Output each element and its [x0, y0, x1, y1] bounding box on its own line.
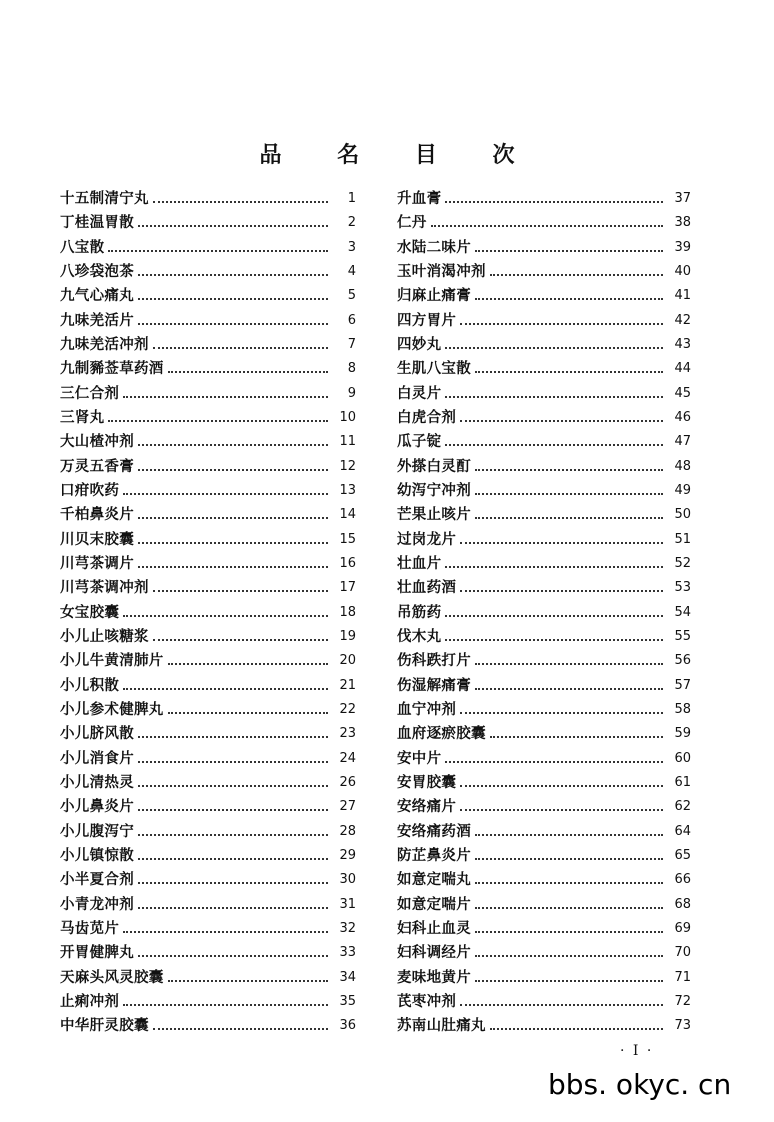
page-title: 品 名 目 次	[259, 143, 539, 168]
dot-leader	[475, 663, 663, 665]
toc-entry	[60, 453, 356, 477]
toc-entry	[60, 988, 356, 1012]
dot-leader	[490, 274, 663, 276]
entry-page-number: 18	[339, 604, 356, 620]
dot-leader	[123, 931, 328, 933]
dot-leader	[138, 298, 328, 300]
entry-page-number: 58	[674, 701, 691, 717]
entry-name: 川芎茶调片	[60, 554, 134, 572]
dot-leader	[475, 931, 663, 933]
toc-entry	[60, 818, 356, 842]
dot-leader	[445, 639, 663, 641]
entry-page-number: 9	[347, 385, 356, 401]
entry-page-number: 39	[674, 239, 691, 255]
entry-page-number: 41	[674, 288, 691, 304]
entry-page-number: 69	[674, 920, 691, 936]
dot-leader	[153, 590, 328, 592]
entry-name: 十五制清宁丸	[60, 190, 149, 207]
entry-name: 小儿积散	[60, 676, 120, 694]
toc-entry	[60, 258, 356, 282]
dot-leader	[475, 907, 663, 909]
entry-name: 血宁冲剂	[397, 700, 457, 718]
entry-name: 血府逐瘀胶囊	[397, 725, 486, 743]
toc-entry	[397, 331, 691, 355]
entry-page-number: 19	[339, 628, 356, 644]
toc-entry	[397, 453, 691, 477]
dot-leader	[138, 566, 328, 568]
dot-leader	[138, 809, 328, 811]
entry-page-number: 71	[674, 969, 691, 985]
toc-entry	[397, 842, 691, 866]
toc-entry	[60, 866, 356, 890]
dot-leader	[475, 493, 663, 495]
dot-leader	[138, 907, 328, 909]
toc-entry	[397, 672, 691, 696]
dot-leader	[445, 201, 663, 203]
entry-name: 九味羌活冲剂	[60, 335, 149, 353]
dot-leader	[138, 882, 328, 884]
entry-name: 八宝散	[60, 238, 105, 256]
entry-page-number: 34	[339, 969, 356, 985]
entry-name: 小儿清热灵	[60, 773, 134, 791]
entry-page-number: 36	[339, 1018, 356, 1034]
entry-name: 万灵五香膏	[60, 457, 134, 475]
entry-page-number: 15	[339, 531, 356, 547]
toc-entry	[60, 915, 356, 939]
entry-page-number: 70	[674, 945, 691, 961]
dot-leader	[138, 323, 328, 325]
toc-entry	[397, 696, 691, 720]
toc-entry	[397, 307, 691, 331]
dot-leader	[138, 736, 328, 738]
entry-name: 伤湿解痛膏	[397, 676, 471, 694]
entry-name: 马齿苋片	[60, 919, 120, 937]
entry-name: 丁桂温胃散	[60, 214, 134, 232]
toc-entry	[397, 939, 691, 963]
entry-page-number: 53	[674, 580, 691, 596]
toc-entry	[397, 477, 691, 501]
toc-entry	[397, 988, 691, 1012]
dot-leader	[475, 298, 663, 300]
entry-page-number: 48	[674, 458, 691, 474]
entry-name: 小青龙冲剂	[60, 895, 134, 913]
toc-entry	[397, 258, 691, 282]
entry-name: 四方胃片	[397, 311, 457, 329]
entry-page-number: 21	[339, 677, 356, 693]
dot-leader	[168, 371, 328, 373]
dot-leader	[138, 785, 328, 787]
dot-leader	[460, 590, 663, 592]
entry-page-number: 24	[339, 750, 356, 766]
dot-leader	[460, 1004, 663, 1006]
toc-entry	[397, 355, 691, 379]
toc-entry	[60, 574, 356, 598]
entry-name: 三肾丸	[60, 408, 105, 426]
toc-entry	[397, 720, 691, 744]
entry-page-number: 26	[339, 774, 356, 790]
entry-name: 苏南山肚痛丸	[397, 1017, 486, 1035]
entry-page-number: 52	[674, 555, 691, 571]
dot-leader	[460, 542, 663, 544]
dot-leader	[123, 493, 328, 495]
dot-leader	[123, 1004, 328, 1006]
dot-leader	[108, 250, 328, 252]
entry-page-number: 11	[339, 434, 356, 450]
dot-leader	[475, 858, 663, 860]
dot-leader	[460, 712, 663, 714]
dot-leader	[108, 420, 328, 422]
toc-entry	[60, 891, 356, 915]
dot-leader	[475, 469, 663, 471]
entry-page-number: 3	[347, 239, 356, 255]
toc-entry	[397, 380, 691, 404]
entry-name: 天麻头风灵胶囊	[60, 968, 164, 986]
toc-entry	[60, 526, 356, 550]
entry-name: 白灵片	[397, 384, 442, 402]
toc-entry	[60, 209, 356, 233]
toc-entry	[60, 599, 356, 623]
entry-name: 小儿牛黄清肺片	[60, 652, 164, 670]
dot-leader	[431, 225, 663, 227]
entry-page-number: 51	[674, 531, 691, 547]
entry-page-number: 6	[347, 312, 356, 328]
entry-name: 芪枣冲剂	[397, 992, 457, 1010]
entry-page-number: 64	[674, 823, 691, 839]
toc-entry	[60, 793, 356, 817]
entry-page-number: 16	[339, 555, 356, 571]
entry-name: 伐木丸	[397, 627, 442, 645]
entry-name: 大山楂冲剂	[60, 433, 134, 451]
entry-page-number: 14	[339, 507, 356, 523]
dot-leader	[123, 396, 328, 398]
dot-leader	[153, 347, 328, 349]
dot-leader	[475, 980, 663, 982]
entry-name: 安络痛片	[397, 798, 457, 816]
dot-leader	[168, 663, 328, 665]
toc-column-right	[397, 185, 691, 1036]
dot-leader	[138, 225, 328, 227]
entry-page-number: 7	[347, 336, 356, 352]
toc-entry	[397, 915, 691, 939]
toc-entry	[397, 769, 691, 793]
watermark: bbs. okyc. cn	[548, 1068, 732, 1101]
dot-leader	[445, 444, 663, 446]
entry-page-number: 61	[674, 774, 691, 790]
entry-page-number: 40	[674, 263, 691, 279]
dot-leader	[445, 566, 663, 568]
toc-entry	[397, 964, 691, 988]
entry-page-number: 37	[674, 191, 691, 206]
toc-entry	[60, 769, 356, 793]
dot-leader	[445, 615, 663, 617]
entry-name: 小儿脐风散	[60, 725, 134, 743]
toc-entry	[397, 550, 691, 574]
dot-leader	[138, 542, 328, 544]
dot-leader	[475, 834, 663, 836]
entry-name: 川贝末胶囊	[60, 530, 134, 548]
toc-entry	[397, 282, 691, 306]
entry-name: 止痢冲剂	[60, 992, 120, 1010]
entry-page-number: 66	[674, 872, 691, 888]
entry-page-number: 50	[674, 507, 691, 523]
toc-entry	[60, 428, 356, 452]
toc-entry	[397, 574, 691, 598]
entry-page-number: 12	[339, 458, 356, 474]
toc-entry	[60, 282, 356, 306]
entry-name: 仁丹	[397, 214, 427, 232]
entry-name: 九气心痛丸	[60, 287, 134, 305]
toc-entry	[397, 793, 691, 817]
entry-page-number: 68	[674, 896, 691, 912]
entry-name: 小儿腹泻宁	[60, 822, 134, 840]
entry-name: 小半夏合剂	[60, 871, 134, 889]
entry-page-number: 43	[674, 336, 691, 352]
entry-name: 瓜子锭	[397, 433, 442, 451]
entry-name: 幼泻宁冲剂	[397, 481, 471, 499]
entry-name: 防芷鼻炎片	[397, 846, 471, 864]
toc-entry	[397, 209, 691, 233]
dot-leader	[138, 444, 328, 446]
dot-leader	[138, 955, 328, 957]
page-number: · I ·	[620, 1043, 654, 1059]
toc-entry	[397, 404, 691, 428]
dot-leader	[138, 761, 328, 763]
toc-entry	[397, 428, 691, 452]
entry-name: 外搽白灵酊	[397, 457, 471, 475]
entry-page-number: 30	[339, 872, 356, 888]
entry-name: 壮血片	[397, 554, 442, 572]
toc-entry	[60, 550, 356, 574]
dot-leader	[490, 1028, 663, 1030]
toc-entry	[60, 404, 356, 428]
dot-leader	[475, 882, 663, 884]
dot-leader	[475, 371, 663, 373]
dot-leader	[460, 420, 663, 422]
dot-leader	[138, 834, 328, 836]
toc-entry	[60, 307, 356, 331]
entry-page-number: 17	[339, 580, 356, 596]
toc-entry	[60, 964, 356, 988]
entry-name: 白虎合剂	[397, 408, 457, 426]
toc-entry	[60, 623, 356, 647]
entry-name: 玉叶消渴冲剂	[397, 262, 486, 280]
toc-entry	[397, 818, 691, 842]
entry-name: 九制豨莶草药酒	[60, 360, 164, 378]
toc-entry	[60, 501, 356, 525]
entry-page-number: 47	[674, 434, 691, 450]
entry-name: 开胃健脾丸	[60, 944, 134, 962]
toc-entry	[397, 526, 691, 550]
dot-leader	[138, 858, 328, 860]
entry-name: 归麻止痛膏	[397, 287, 471, 305]
entry-name: 小儿镇惊散	[60, 846, 134, 864]
entry-page-number: 22	[339, 701, 356, 717]
dot-leader	[138, 517, 328, 519]
dot-leader	[123, 688, 328, 690]
entry-page-number: 31	[339, 896, 356, 912]
dot-leader	[168, 712, 328, 714]
dot-leader	[475, 517, 663, 519]
toc-entry	[60, 331, 356, 355]
toc-entry	[60, 647, 356, 671]
entry-page-number: 35	[339, 993, 356, 1009]
entry-page-number: 65	[674, 847, 691, 863]
toc-entry	[397, 185, 691, 209]
entry-name: 千柏鼻炎片	[60, 506, 134, 524]
entry-page-number: 55	[674, 628, 691, 644]
entry-page-number: 28	[339, 823, 356, 839]
entry-page-number: 5	[347, 288, 356, 304]
entry-name: 四妙丸	[397, 335, 442, 353]
dot-leader	[123, 615, 328, 617]
entry-page-number: 73	[674, 1018, 691, 1034]
entry-name: 川芎茶调冲剂	[60, 579, 149, 597]
entry-name: 九味羌活片	[60, 311, 134, 329]
entry-name: 妇科调经片	[397, 944, 471, 962]
entry-name: 八珍袋泡茶	[60, 262, 134, 280]
dot-leader	[138, 274, 328, 276]
entry-page-number: 38	[674, 215, 691, 231]
dot-leader	[445, 347, 663, 349]
entry-page-number: 13	[339, 482, 356, 498]
dot-leader	[445, 761, 663, 763]
entry-page-number: 46	[674, 409, 691, 425]
toc-entry	[60, 939, 356, 963]
entry-page-number: 27	[339, 799, 356, 815]
toc-entry	[60, 477, 356, 501]
entry-name: 芒果止咳片	[397, 506, 471, 524]
entry-page-number: 8	[347, 361, 356, 377]
entry-name: 安胃胶囊	[397, 773, 457, 791]
dot-leader	[138, 469, 328, 471]
entry-name: 麦味地黄片	[397, 968, 471, 986]
dot-leader	[168, 980, 328, 982]
entry-page-number: 49	[674, 482, 691, 498]
entry-name: 如意定喘片	[397, 895, 471, 913]
entry-name: 口疳吹药	[60, 481, 120, 499]
dot-leader	[475, 688, 663, 690]
toc-entry	[397, 647, 691, 671]
entry-name: 吊筋药	[397, 603, 442, 621]
dot-leader	[475, 955, 663, 957]
entry-page-number: 72	[674, 993, 691, 1009]
toc-entry	[60, 672, 356, 696]
entry-page-number: 4	[347, 263, 356, 279]
dot-leader	[445, 396, 663, 398]
dot-leader	[490, 736, 663, 738]
toc-entry	[397, 234, 691, 258]
toc-entry	[397, 623, 691, 647]
entry-page-number: 54	[674, 604, 691, 620]
toc-entry	[60, 720, 356, 744]
toc-entry	[397, 866, 691, 890]
entry-page-number: 56	[674, 653, 691, 669]
entry-name: 中华肝灵胶囊	[60, 1017, 149, 1035]
dot-leader	[460, 809, 663, 811]
entry-page-number: 1	[347, 191, 356, 206]
toc-entry	[60, 1012, 356, 1036]
entry-page-number: 44	[674, 361, 691, 377]
entry-page-number: 29	[339, 847, 356, 863]
entry-name: 如意定喘丸	[397, 871, 471, 889]
entry-name: 小儿消食片	[60, 749, 134, 767]
entry-name: 小儿鼻炎片	[60, 798, 134, 816]
entry-name: 生肌八宝散	[397, 360, 471, 378]
entry-name: 小儿参术健脾丸	[60, 700, 164, 718]
entry-name: 妇科止血灵	[397, 919, 471, 937]
entry-page-number: 57	[674, 677, 691, 693]
entry-page-number: 32	[339, 920, 356, 936]
entry-name: 安络痛药酒	[397, 822, 471, 840]
toc-entry	[60, 380, 356, 404]
entry-name: 过岗龙片	[397, 530, 457, 548]
toc-entry	[60, 234, 356, 258]
toc-entry	[60, 696, 356, 720]
toc-entry	[397, 891, 691, 915]
entry-page-number: 2	[347, 215, 356, 231]
entry-page-number: 42	[674, 312, 691, 328]
toc-entry	[397, 501, 691, 525]
entry-page-number: 23	[339, 726, 356, 742]
entry-page-number: 10	[339, 409, 356, 425]
entry-page-number: 20	[339, 653, 356, 669]
entry-name: 水陆二味片	[397, 238, 471, 256]
toc-entry	[397, 599, 691, 623]
dot-leader	[153, 639, 328, 641]
toc-entry	[60, 745, 356, 769]
entry-name: 三仁合剂	[60, 384, 120, 402]
entry-page-number: 60	[674, 750, 691, 766]
entry-page-number: 59	[674, 726, 691, 742]
entry-page-number: 62	[674, 799, 691, 815]
dot-leader	[153, 201, 328, 203]
toc-column-left	[60, 185, 356, 1036]
entry-page-number: 33	[339, 945, 356, 961]
entry-name: 小儿止咳糖浆	[60, 627, 149, 645]
entry-name: 升血膏	[397, 190, 442, 207]
dot-leader	[460, 785, 663, 787]
toc-entry	[60, 185, 356, 209]
entry-page-number: 45	[674, 385, 691, 401]
toc-entry	[60, 355, 356, 379]
entry-name: 壮血药酒	[397, 579, 457, 597]
entry-name: 伤科跌打片	[397, 652, 471, 670]
dot-leader	[475, 250, 663, 252]
entry-name: 安中片	[397, 749, 442, 767]
dot-leader	[153, 1028, 328, 1030]
entry-name: 女宝胶囊	[60, 603, 120, 621]
dot-leader	[460, 323, 663, 325]
toc-entry	[60, 842, 356, 866]
toc-entry	[397, 745, 691, 769]
toc-entry	[397, 1012, 691, 1036]
